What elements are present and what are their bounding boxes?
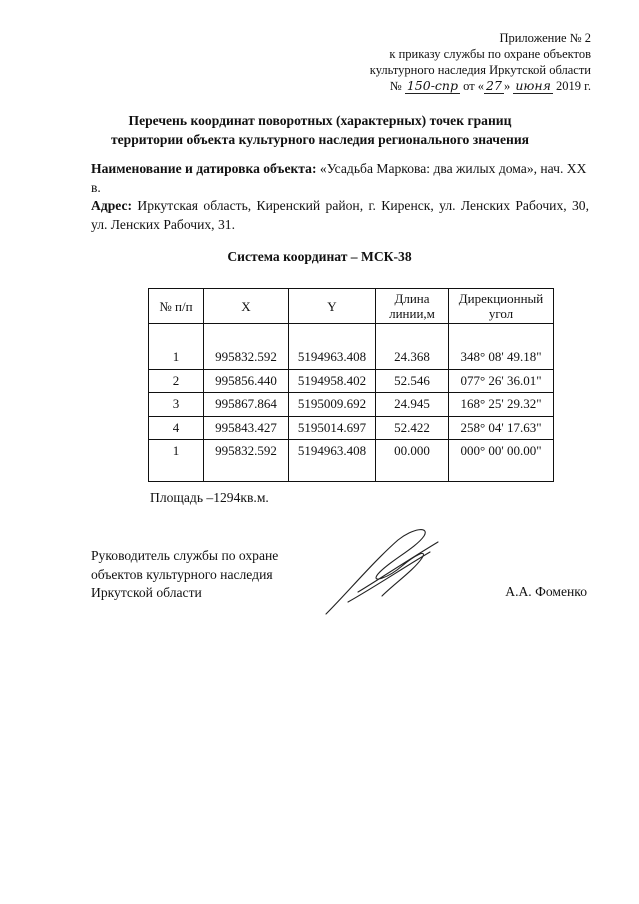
header-angle: Дирекционный угол — [449, 289, 554, 324]
cell-angle: 077° 26' 36.01" — [449, 369, 554, 393]
cell-y: 5194963.408 — [289, 324, 376, 370]
signatory-name: А.А. Фоменко — [505, 584, 587, 599]
cell-number: 1 — [149, 324, 204, 370]
cell-angle: 000° 00' 00.00" — [449, 440, 554, 482]
cell-y: 5194963.408 — [289, 440, 376, 482]
cell-length: 00.000 — [376, 440, 449, 482]
cell-x: 995867.864 — [204, 393, 289, 417]
cell-length: 24.368 — [376, 324, 449, 370]
annex-header — [370, 30, 591, 94]
annex-line-1: Приложение № 2 — [499, 31, 591, 45]
address-value: Иркутская область, Киренский район, г. Киренск, ул. Ленских Рабочих, 30, ул. Ленских Рабочих, 31. — [91, 198, 589, 232]
table-row — [149, 369, 554, 393]
order-year: 2019 г. — [556, 79, 591, 93]
cell-x: 995856.440 — [204, 369, 289, 393]
cell-number: 3 — [149, 393, 204, 417]
coordinates-table — [148, 288, 554, 482]
annex-order-number — [370, 78, 591, 94]
order-month-handwritten: июня — [515, 78, 551, 93]
address-label: Адрес: — [91, 198, 133, 213]
object-name-value: «Усадьба Маркова: два жилых дома», нач. XX в. — [91, 161, 587, 195]
header-x: X — [204, 289, 289, 324]
cell-angle: 258° 04' 17.63" — [449, 416, 554, 440]
cell-angle: 348° 08' 49.18" — [449, 324, 554, 370]
cell-number: 4 — [149, 416, 204, 440]
cell-y: 5195014.697 — [289, 416, 376, 440]
annex-line-3: культурного наследия Иркутской области — [369, 63, 591, 77]
annex-line-2: к приказу службы по охране объектов — [389, 47, 591, 61]
title-line-1: Перечень координат поворотных (характерных) точек границ — [128, 113, 512, 128]
signatory-line-1: Руководитель службы по охране — [91, 548, 279, 563]
header-length: Длина линии,м — [376, 289, 449, 324]
cell-length: 52.546 — [376, 369, 449, 393]
table-row — [149, 440, 554, 482]
table-row — [149, 416, 554, 440]
cell-y: 5194958.402 — [289, 369, 376, 393]
cell-x: 995832.592 — [204, 324, 289, 370]
order-no-handwritten: 150-спр — [406, 78, 458, 93]
header-number: № п/п — [149, 289, 204, 324]
cell-number: 2 — [149, 369, 204, 393]
document-title — [40, 111, 600, 149]
handwritten-signature — [318, 522, 448, 622]
cell-x: 995832.592 — [204, 440, 289, 482]
table-row — [149, 393, 554, 417]
order-no-prefix: № — [389, 79, 402, 93]
cell-length: 52.422 — [376, 416, 449, 440]
header-y: Y — [289, 289, 376, 324]
signatory-position — [91, 547, 278, 603]
table-row — [149, 324, 554, 370]
title-line-2: территории объекта культурного наследия регионального значения — [110, 132, 530, 147]
cell-length: 24.945 — [376, 393, 449, 417]
area-value: Площадь –1294кв.м. — [150, 490, 269, 505]
order-from: от « — [463, 79, 485, 93]
object-name — [91, 160, 589, 197]
cell-y: 5195009.692 — [289, 393, 376, 417]
cell-number: 1 — [149, 440, 204, 482]
cell-angle: 168° 25' 29.32" — [449, 393, 554, 417]
table-header-row — [149, 289, 554, 324]
cell-x: 995843.427 — [204, 416, 289, 440]
order-day-close: » — [503, 79, 511, 93]
object-address — [91, 197, 589, 234]
signatory-line-3: Иркутской области — [91, 585, 202, 600]
object-name-label: Наименование и датировка объекта: — [91, 161, 317, 176]
signatory-line-2: объектов культурного наследия — [91, 566, 273, 582]
order-day-handwritten: 27 — [486, 78, 502, 93]
coordinate-system-title: Система координат – МСК-38 — [227, 249, 412, 264]
